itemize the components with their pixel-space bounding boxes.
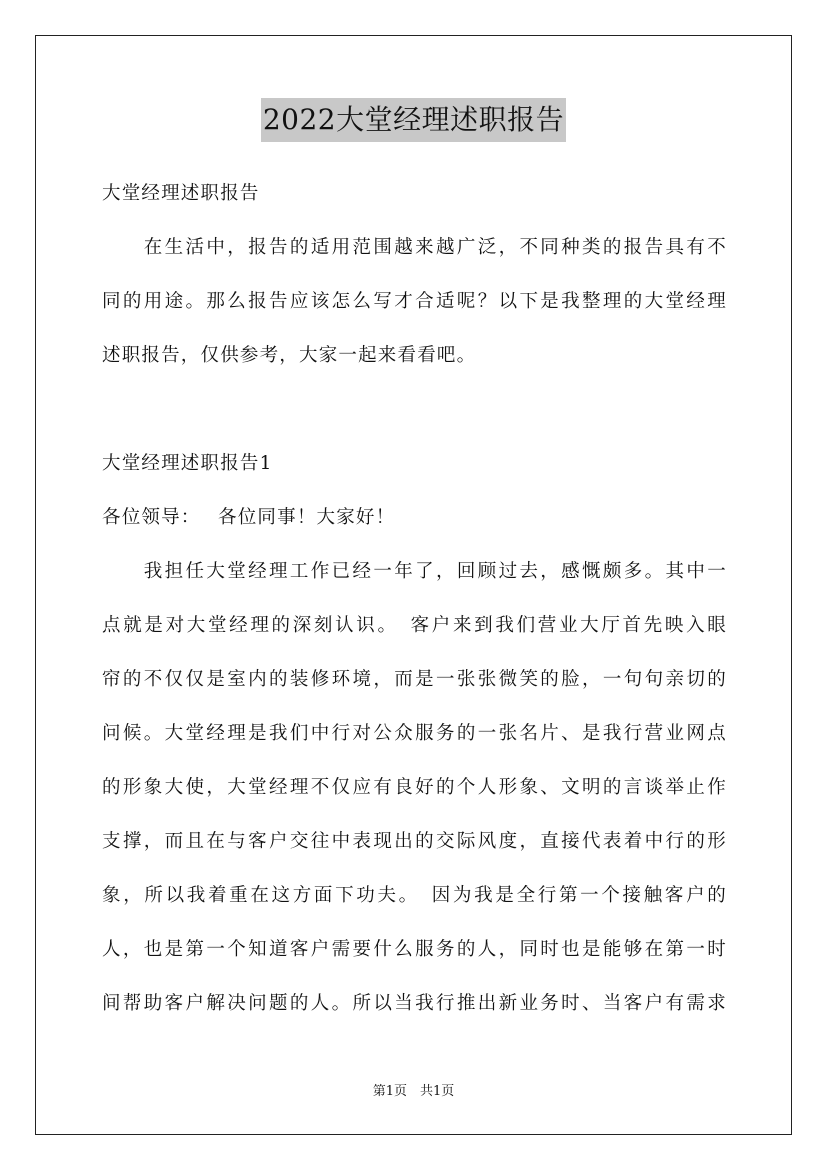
intro-line-1: 在生活中，报告的适用范围越来越广泛，不同种类的报告具有不	[102, 237, 727, 258]
body-line-5: 的形象大使，大堂经理不仅应有良好的个人形象、文明的言谈举止作	[102, 777, 727, 798]
body-line-9: 间帮助客户解决问题的人。所以当我行推出新业务时、当客户有需求	[102, 993, 727, 1014]
body-line-4: 问候。大堂经理是我们中行对公众服务的一张名片、是我行营业网点	[102, 723, 727, 744]
intro-line-2: 同的用途。那么报告应该怎么写才合适呢？以下是我整理的大堂经理	[102, 291, 727, 312]
body-line-1: 我担任大堂经理工作已经一年了，回顾过去，感慨颇多。其中一	[102, 561, 727, 582]
body-line-8: 人，也是第一个知道客户需要什么服务的人，同时也是能够在第一时	[102, 939, 727, 960]
document-subtitle: 大堂经理述职报告	[102, 183, 260, 204]
salutation: 各位领导： 各位同事！大家好！	[102, 507, 396, 528]
body-line-7: 象，所以我着重在这方面下功夫。 因为我是全行第一个接触客户的	[102, 885, 727, 906]
section-heading: 大堂经理述职报告1	[102, 453, 273, 474]
document-title: 2022大堂经理述职报告	[261, 98, 566, 142]
body-line-3: 帘的不仅仅是室内的装修环境，而是一张张微笑的脸，一句句亲切的	[102, 669, 727, 690]
page-footer: 第1页 共1页	[372, 1084, 455, 1099]
body-line-2: 点就是对大堂经理的深刻认识。 客户来到我们营业大厅首先映入眼	[102, 615, 727, 636]
title-container	[0, 98, 827, 142]
body-line-6: 支撑，而且在与客户交往中表现出的交际风度，直接代表着中行的形	[102, 831, 727, 852]
intro-line-3: 述职报告，仅供参考，大家一起来看看吧。	[102, 345, 477, 366]
